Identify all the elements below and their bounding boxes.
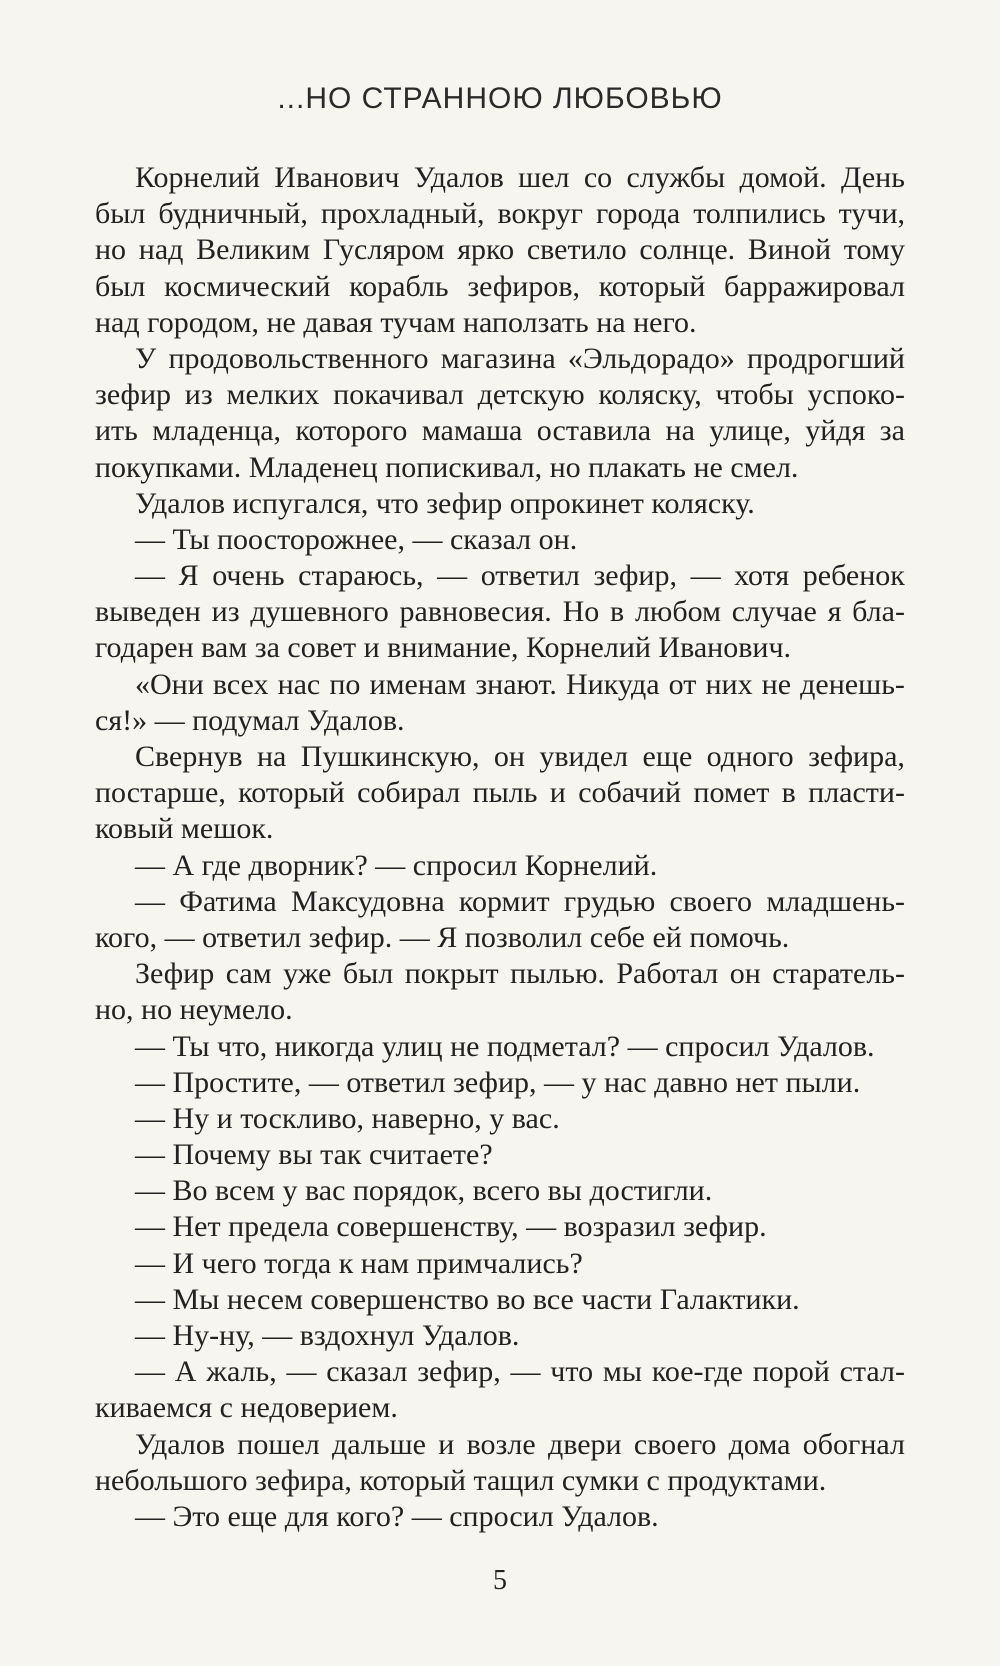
text-line: — Ну и тоскливо, наверно, у вас. <box>135 1101 560 1135</box>
text-line: — И чего тогда к нам примчались? <box>135 1246 583 1280</box>
text-line: Зефир сам уже был покрыт пылью. Работал он старатель- <box>135 957 905 991</box>
text-line: — Нет предела совершенству, — возразил зефир. <box>135 1210 767 1244</box>
text-line: — Ты поосторожнее, — сказал он. <box>135 522 578 556</box>
text-line: кого, — ответил зефир. — Я позволил себе ей помочь. <box>95 920 790 954</box>
text-line: — Ты что, никогда улиц не подметал? — спросил Удалов. <box>135 1029 875 1063</box>
text-line: ить младенца, которого мамаша оставила на улице, уйдя за <box>95 414 905 448</box>
text-line: выведен из душевного равновесия. Но в любом случае я бла- <box>95 595 905 629</box>
text-line: Свернув на Пушкинскую, он увидел еще одного зефира, <box>135 740 905 773</box>
text-line: над городом, не давая тучам наползать на него. <box>95 305 697 339</box>
text-line: годарен вам за совет и внимание, Корнелий Иванович. <box>95 631 792 665</box>
text-line: киваемся с недоверием. <box>95 1391 398 1425</box>
text-line: — Я очень стараюсь, — ответил зефир, — хотя ребенок <box>135 559 905 593</box>
text-line: покупками. Младенец попискивал, но плакать не смел. <box>95 450 799 484</box>
text-line: Корнелий Иванович Удалов шел со службы домой. День <box>135 161 905 194</box>
text-line: зефир из мелких покачивал детскую коляску, чтобы успоко- <box>95 378 905 412</box>
text-line: но, но неумело. <box>95 993 293 1027</box>
page-number: 5 <box>493 1565 507 1596</box>
text-line: Удалов испугался, что зефир опрокинет коляску. <box>135 486 755 520</box>
text-line: Удалов пошел дальше и возле двери своего дома обогнал <box>135 1427 905 1461</box>
text-line: — Почему вы так считаете? <box>135 1138 493 1172</box>
text-line: небольшого зефира, который тащил сумки с продуктами. <box>95 1463 827 1497</box>
text-line: но над Великим Гусляром ярко светило солнце. Виной тому <box>95 233 905 267</box>
text-line: — А где дворник? — спросил Корнелий. <box>135 848 658 882</box>
text-line: был будничный, прохладный, вокруг города толпились тучи, <box>95 197 905 231</box>
text-line: — Фатима Максудовна кормит грудью своего младшень- <box>135 884 905 918</box>
text-line: «Они всех нас по именам знают. Никуда от них не денешь- <box>135 667 905 701</box>
text-line: — Это еще для кого? — спросил Удалов. <box>135 1499 659 1533</box>
text-line: — А жаль, — сказал зефир, — что мы кое-где порой стал- <box>135 1355 905 1389</box>
chapter-title: ...НО СТРАННОЮ ЛЮБОВЬЮ <box>277 82 723 115</box>
text-line: был космический корабль зефиров, который барражировал <box>95 269 905 303</box>
text-line: ковый мешок. <box>95 812 274 846</box>
text-line: — Простите, — ответил зефир, — у нас давно нет пыли. <box>135 1065 861 1099</box>
text-line: — Ну-ну, — вздохнул Удалов. <box>135 1319 520 1352</box>
body-text <box>95 160 905 1535</box>
text-line: ся!» — подумал Удалов. <box>95 703 405 737</box>
text-line: — Во всем у вас порядок, всего вы достигли. <box>135 1174 713 1208</box>
text-line: постарше, который собирал пыль и собачий помет в пласти- <box>95 776 905 810</box>
text-line: — Мы несем совершенство во все части Галактики. <box>135 1282 800 1316</box>
text-line: У продовольственного магазина «Эльдорадо» продрогший <box>135 341 905 375</box>
